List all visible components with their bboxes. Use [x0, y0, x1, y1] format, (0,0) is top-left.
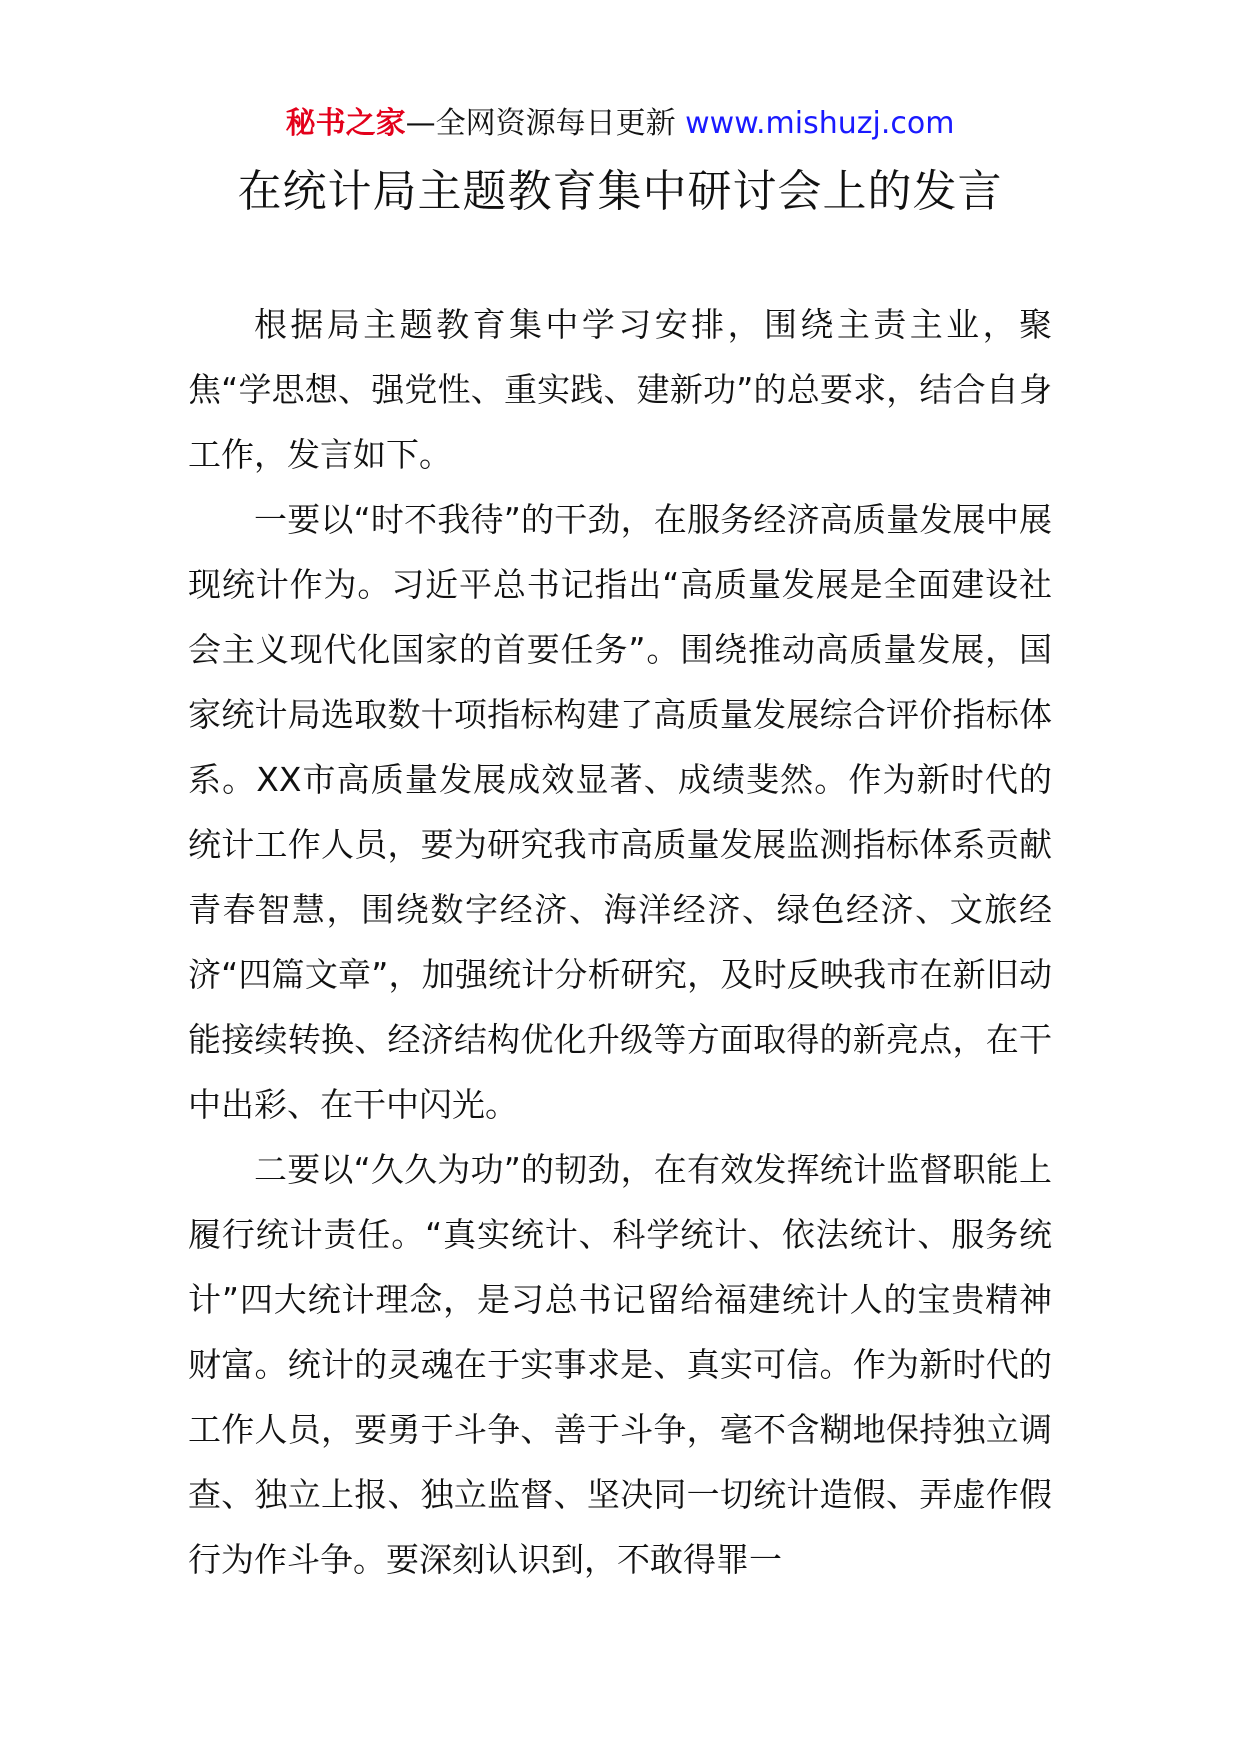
site-url-link[interactable]: www.mishuzj.com: [685, 106, 955, 141]
paragraph-point-one: 一要以“时不我待”的干劲，在服务经济高质量发展中展现统计作为。习近平总书记指出“高质量发展是全面建设社会主义现代化国家的首要任务”。围绕推动高质量发展，国家统计局选取数十项指标构建了高质量发展综合评价指标体系。XX市高质量发展成效显著、成绩斐然。作为新时代的统计工作人员，要为研究我市高质量发展监测指标体系贡献青春智慧，围绕数字经济、海洋经济、绿色经济、文旅经济“四篇文章”，加强统计分析研究，及时反映我市在新旧动能接续转换、经济结构优化升级等方面取得的新亮点，在干中出彩、在干中闪光。: [188, 500, 1052, 1124]
site-header: [0, 102, 1240, 146]
paragraph-point-two: 二要以“久久为功”的韧劲，在有效发挥统计监督职能上履行统计责任。“真实统计、科学统计、依法统计、服务统计”四大统计理念，是习总书记留给福建统计人的宝贵精神财富。统计的灵魂在于实事求是、真实可信。作为新时代的工作人员，要勇于斗争、善于斗争，毫不含糊地保持独立调查、独立上报、独立监督、坚决同一切统计造假、弄虚作假行为作斗争。要深刻认识到，不敢得罪一: [188, 1150, 1052, 1579]
paragraph-intro: 根据局主题教育集中学习安排，围绕主责主业，聚焦“学思想、强党性、重实践、建新功”的总要求，结合自身工作，发言如下。: [188, 305, 1052, 474]
document-body: [188, 292, 1052, 1592]
header-slogan: —全网资源每日更新: [405, 106, 676, 141]
brand-name: 秘书之家: [285, 106, 406, 141]
document-title: 在统计局主题教育集中研讨会上的发言: [237, 166, 1003, 217]
